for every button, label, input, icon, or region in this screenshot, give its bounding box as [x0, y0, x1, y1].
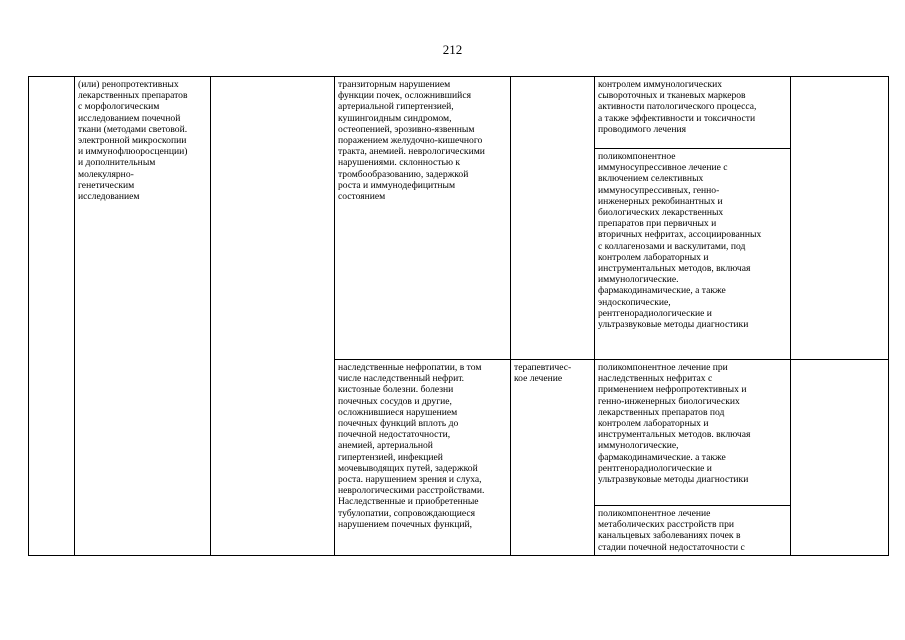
- table-cell-method: [595, 360, 791, 506]
- table-cell-number: [29, 77, 75, 556]
- table-cell-method: [595, 149, 791, 360]
- treatment-text: терапевтичес- кое лечение: [514, 362, 572, 385]
- table-cell-code: [211, 77, 335, 556]
- page-number: 212: [442, 42, 463, 57]
- table-cell-method: [595, 506, 791, 556]
- table-cell-method: [595, 77, 791, 149]
- method-text: поликомпонентное лечение метаболических расстройств при канальцевых заболеваниях почек в стадии почечной недостаточности с: [598, 508, 745, 553]
- table-cell-norm: [791, 77, 889, 360]
- table-cell-disease: [335, 360, 511, 556]
- method-text: поликомпонентное иммуносупрессивное лечение с включением селективных иммуносупрессивных, генно- инженерных рекобинантных и биологических лекарственных препаратов при первичных и вторичных нефритах, ассоциированных с коллагенозами и васкулитами, под контролем лабораторных и инструментальных методов, включая иммунологические. фармакодинамические, а также эндоскопические, рентгенорадиологические и ультразвуковые методы диагностики: [598, 151, 762, 331]
- table-cell-disease: [335, 77, 511, 360]
- method-text: контролем иммунологических сывороточных и тканевых маркеров активности патологического процесса, а также эффективности и токсичности проводимого лечения: [598, 79, 757, 135]
- procedure-text: (или) ренопротективных лекарственных препаратов с морфологическим исследованием почечной ткани (методами световой. электронной микроскопии и иммунофлюоросценции) и дополнительным молекулярно- генетическим исследованием: [78, 79, 188, 203]
- table-cell-treatment: [511, 77, 595, 360]
- table-cell-norm: [791, 360, 889, 556]
- table-cell-procedure: [75, 77, 211, 556]
- method-text: поликомпонентное лечение при наследственных нефритах с применением нефропротективных и генно-инженерных биологических лекарственных препаратов под контролем лабораторных и инструментальных методов. включая иммунологические, фармакодинамические. а также рентгенорадиологические и ультразвуковые методы диагностики: [598, 362, 751, 486]
- table-cell-treatment: [511, 360, 595, 556]
- medical-care-table: [28, 76, 889, 556]
- disease-text: транзиторным нарушением функции почек, осложнившийся артериальной гипертензией, кушингоидным синдромом, остеопенией, эрозивно-язвенным поражением желудочно-кишечного тракта, анемией. неврологическими нарушениями. склонностью к тромбообразованию, задержкой роста и иммунодефицитным состоянием: [338, 79, 485, 203]
- disease-text: наследственные нефропатии, в том числе наследственный нефрит. кистозные болезни. болезни почечных сосудов и другие, осложнившиеся нарушением почечных функций вплоть до почечной недостаточности, анемией, артериальной гипертензией, инфекцией мочевыводящих путей, задержкой роста. нарушением зрения и слуха, неврологическими расстройствами. Наследственные и приобретенные тубулопатии, сопровождающиеся нарушением почечных функций,: [338, 362, 485, 530]
